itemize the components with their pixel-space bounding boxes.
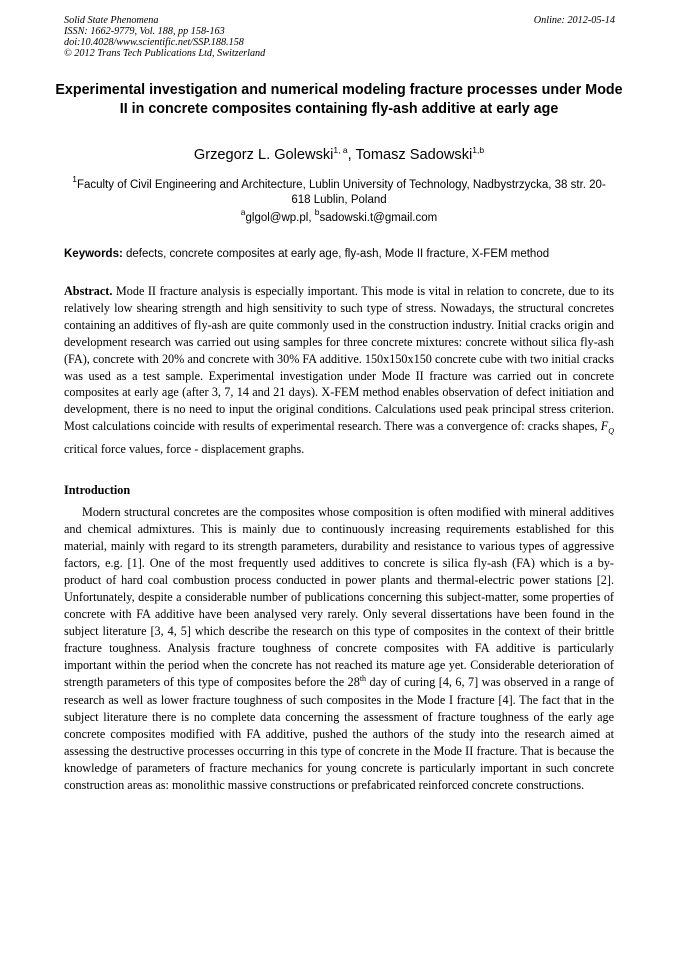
intro-text: Modern structural concretes are the composites whose composition is often modified with mineral additives and chemical admixtures. This is mainly due to continuously increasing requirements established for this material, mainly with regard to its strength parameters, durability and resistance to various types of aggressive factors, e.g. [1]. One of the most frequently used additives to concrete is silica fly-ash (FA) which is a by-product of hard coal combustion process conducted in power plants and thermal-electric power stations [2]. Unfortunately, despite a considerable number of publications concerning this subject-matter, some properties of concrete with FA additive have been analysed very rarely. Only several dissertations have been found in the subject literature [3, 4, 5] which describe the research on this type of composites in the context of their brittle fracture toughness. Analysis fracture toughness of concrete composites with FA additive is particularly important within the period when the concrete has not reached its mature age yet. Considerable deterioration of strength parameters of this type of composites before the 28: [64, 505, 614, 690]
affiliation-text: Faculty of Civil Engineering and Architecture, Lublin University of Technology, Nadbystrzycka, 38 str. 20-618 Lublin, Poland: [76, 179, 606, 206]
online-date: Online: 2012-05-14: [533, 15, 615, 26]
section-heading: Introduction: [64, 483, 131, 497]
introduction-paragraph: [64, 504, 614, 794]
abstract: [64, 283, 614, 458]
keywords-label: Keywords:: [64, 248, 123, 260]
affiliation-mark: 1: [72, 174, 77, 184]
abstract-label: Abstract.: [64, 284, 113, 298]
journal-name: Solid State Phenomena: [64, 15, 159, 26]
email-mark: b: [314, 207, 320, 217]
doi-line: doi:10.4028/www.scientific.net/SSP.188.158: [64, 37, 244, 48]
author-affiliation-mark: 1,b: [472, 145, 485, 155]
email-link[interactable]: glgol@wp.pl: [245, 212, 309, 224]
copyright-line: © 2012 Trans Tech Publications Ltd, Switzerland: [64, 48, 266, 59]
author-emails: [0, 207, 678, 225]
affiliation: [64, 174, 614, 207]
author-line: [0, 146, 678, 165]
intro-text-cont: day of curing [4, 6, 7] was observed in a range of research as well as lower fracture toughness of such composites in the Mode I fracture [4]. The fact that in the subject literature there is no complete data concerning the assessment of fracture toughness of the early age concrete composites modified with FA additive, pushed the authors of the study into the research aimed at assessing the destructive processes occurring in this type of concrete in the Mode II fracture. That is because the knowledge of parameters of fracture mechanics for young concrete is particularly important in such concrete construction areas as: monolithic massive constructions or prefabricated reinforced concrete constructions.: [64, 675, 615, 792]
email-link[interactable]: sadowski.t@gmail.com: [319, 212, 438, 224]
paper-title: Experimental investigation and numerical modeling fracture processes under Mode II in concrete composites containing fly-ash additive at early age: [55, 82, 623, 117]
abstract-text: Mode II fracture analysis is especially important. This mode is vital in relation to concrete, due to its relatively low shearing strength and high sensitivity to such type of stress. Nowadays, the structural concretes containing an additives of fly-ash are quite commonly used in the construction industry. Initial cracks origin and development research was carried out using samples for three concrete mixtures: concrete without silica fly-ash (FA), concrete with 20% and concrete with 30% FA additive. 150x150x150 concrete cube with two initial cracks was used as a test sample. Experimental investigation under Mode II fracture was carried out in concrete composites at early age (after 3, 7, 14 and 21 days). X-FEM method enables observation of defect initiation and development, there is no need to input the original conditions. Calculations used peak principal stress criterion. Most calculations coincide with results of experimental research. There was a convergence of: cracks shapes,: [64, 284, 614, 434]
email-mark: a: [240, 207, 246, 217]
abstract-text-end: critical force values, force - displacement graphs.: [64, 441, 305, 456]
journal-header: [64, 15, 265, 59]
ordinal-suffix: th: [359, 674, 367, 684]
author-name: Tomasz Sadowski: [355, 147, 473, 163]
author-name: Grzegorz L. Golewski: [193, 147, 334, 163]
force-subscript: Q: [608, 426, 614, 436]
issn-line: ISSN: 1662-9779, Vol. 188, pp 158-163: [64, 26, 225, 37]
keywords: [64, 247, 616, 261]
author-separator: ,: [347, 147, 356, 163]
keywords-text: defects, concrete composites at early age, fly-ash, Mode II fracture, X-FEM method: [122, 248, 550, 260]
force-symbol: F: [600, 419, 609, 434]
author-affiliation-mark: 1, a: [333, 145, 348, 155]
email-separator: ,: [308, 212, 315, 224]
